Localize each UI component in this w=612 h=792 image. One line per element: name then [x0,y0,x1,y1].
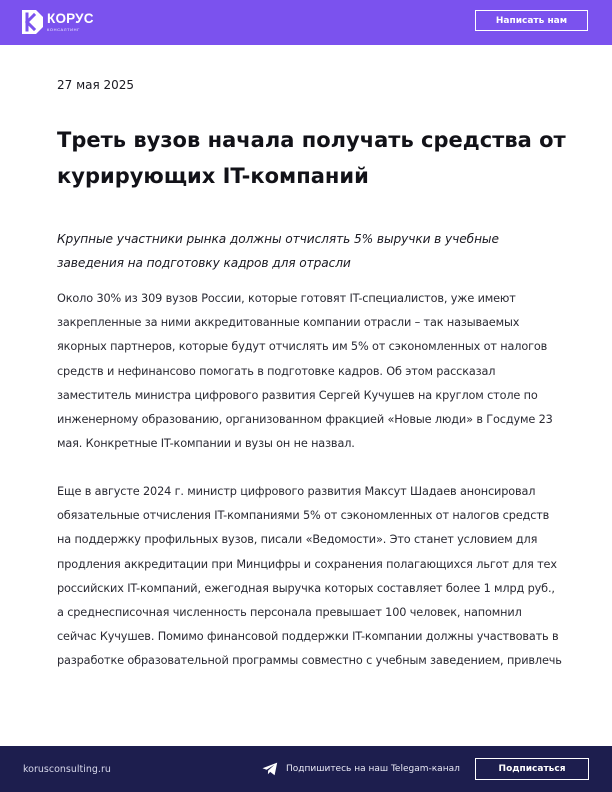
site-footer [0,746,612,792]
article-title: Треть вузов начала получать средства от курирующих IT-компаний [57,128,566,188]
site-link[interactable]: korusconsulting.ru [23,763,111,775]
article-paragraph-1: Около 30% из 309 вузов России, которые готовят IT-специалистов, уже имеют закрепленные за ними аккредитованные компании отрасли – так называемых якорных партнеров, которые будут отчислять им 5% от сэкономленных от налогов средств и нефинансово помогать в подготовке кадров. Об этом рассказал заместитель министра цифрового развития Сергей Кучушев на круглом столе по инженерному образованию, организованном фракцией «Новые люди» в Госдуме 23 мая. Конкретные IT-компании и вузы он не назвал. [57,292,553,451]
korus-logo-icon [22,10,43,34]
korus-logo[interactable] [22,10,94,34]
logo-text [47,12,94,32]
site-header [0,0,612,45]
logo-subtitle: КОНСАЛТИНГ [47,27,80,32]
telegram-icon [262,762,278,776]
article-paragraph-2: Еще в августе 2024 г. министр цифрового развития Максут Шадаев анонсировал обязательные отчисления IT-компаниями 5% от сэкономленных от налогов средств на поддержку профильных вузов, писали «Ведомости». Это станет условием для продления аккредитации при Минцифры и сохранения полагающихся льгот для тех российских IT-компаний, ежегодная выручка которых составляет более 1 млрд руб., а среднесписочная численность персонала превышает 100 человек, напомнил сейчас Кучушев. Помимо финансовой поддержки IT-компании должны участвовать в разработке образовательной программы совместно с учебным заведением, привлечь [57,485,562,668]
telegram-text: Подпишитесь на наш Telegam-канал [286,764,460,774]
write-us-button[interactable]: Написать нам [475,10,588,31]
subscribe-button[interactable]: Подписаться [475,758,589,780]
telegram-subscribe-line[interactable] [262,746,460,792]
logo-name: КОРУС [47,11,94,26]
article-lead: Крупные участники рынка должны отчислять 5% выручки в учебные заведения на подготовку кадров для отрасли [57,232,499,270]
article-date: 27 мая 2025 [57,78,135,92]
